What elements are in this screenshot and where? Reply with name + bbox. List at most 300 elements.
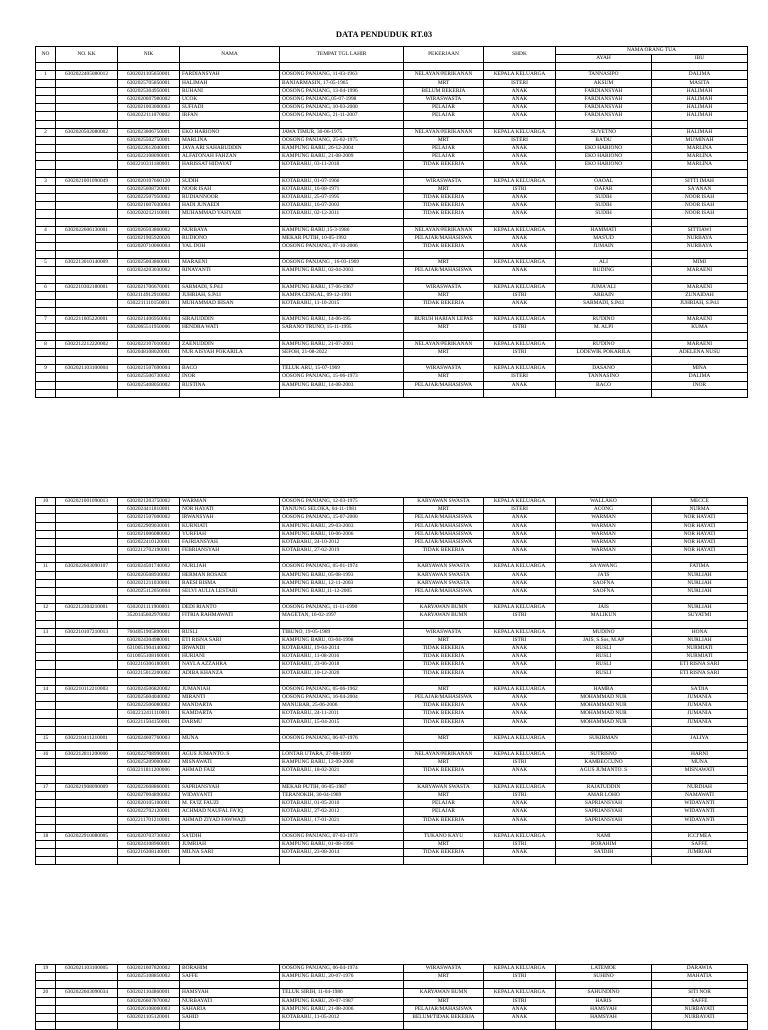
kk-number: [56, 1014, 118, 1022]
occupation: KARYAWAN SWASTA: [404, 571, 484, 579]
empty-cell: [180, 169, 280, 177]
kk-number: [56, 324, 118, 332]
empty-cell: [118, 218, 180, 226]
empty-cell: [484, 169, 556, 177]
table-row: [36, 661, 748, 669]
mother-name: JALIYA: [652, 734, 748, 742]
occupation: PELAJAR: [404, 104, 484, 112]
kk-number: 6302210411210001: [56, 734, 118, 742]
mother-name: NURMIATI: [652, 645, 748, 653]
row-number: [36, 506, 56, 514]
father-name: ACONG: [556, 506, 652, 514]
empty-cell: [484, 332, 556, 340]
empty-cell: [280, 357, 404, 365]
name: ETI RISNA SARI: [180, 636, 280, 644]
kk-number: [56, 514, 118, 522]
empty-cell: [56, 251, 118, 259]
birth-place-date: KOTABARU, 24-10-2012: [280, 539, 404, 547]
father-name: MUDINO: [556, 628, 652, 636]
family-relation: ANAK: [484, 661, 556, 669]
kk-number: [56, 79, 118, 87]
birth-place-date: OOSONG PANJANG, 11-03-1963: [280, 71, 404, 79]
nik: 6302022506080002: [118, 702, 180, 710]
father-name: HAMMATI: [556, 226, 652, 234]
empty-cell: [118, 1022, 180, 1030]
nik: 6302212702190001: [118, 547, 180, 555]
mother-name: NOR HAYATI: [652, 539, 748, 547]
kk-number: [56, 653, 118, 661]
empty-cell: [118, 824, 180, 832]
mother-name: SAFFE: [652, 997, 748, 1005]
nik: 6302025112050004: [118, 588, 180, 596]
table-row: [36, 514, 748, 522]
row-number: 7: [36, 316, 56, 324]
mother-name: NURDIAH: [652, 783, 748, 791]
empty-cell: [280, 743, 404, 751]
empty-cell: [652, 63, 748, 71]
nik: 6302021706670001: [118, 283, 180, 291]
kk-number: [56, 710, 118, 718]
family-relation: ISTRI: [484, 348, 556, 356]
empty-cell: [556, 620, 652, 628]
empty-cell: [652, 120, 748, 128]
empty-cell: [652, 743, 748, 751]
occupation: MRT: [404, 259, 484, 267]
empty-cell: [484, 63, 556, 71]
table-row: [36, 800, 748, 808]
row-number: 12: [36, 604, 56, 612]
occupation: NELAYAN/PERIKANAN: [404, 340, 484, 348]
name: HENDRA WATI: [180, 324, 280, 332]
birth-place-date: KOTABARU, 23-08-2014: [280, 849, 404, 857]
mother-name: NURBAYATI: [652, 1014, 748, 1022]
empty-cell: [36, 620, 56, 628]
birth-place-date: KAMPUNG BARU, 26-12-2004: [280, 145, 404, 153]
birth-place-date: TELUK ARU, 15-07-1969: [280, 365, 404, 373]
row-number: 11: [36, 563, 56, 571]
father-name: BACO: [556, 381, 652, 389]
father-name: AMAR LOHO: [556, 791, 652, 799]
family-relation: ANAK: [484, 588, 556, 596]
mother-name: JUMANIA: [652, 710, 748, 718]
nik: 6302020508930002: [118, 571, 180, 579]
empty-cell: [484, 555, 556, 563]
mother-name: JUHRIAH, S.Pd.I: [652, 300, 748, 308]
mother-name: INOR: [652, 381, 748, 389]
name: M. FA'IZ FAUZI: [180, 800, 280, 808]
occupation: TIDAK BEKERJA: [404, 718, 484, 726]
nik: 6302025608720001: [118, 185, 180, 193]
family-relation: ANAK: [484, 243, 556, 251]
name: ACHMAD NAUFAL FA'IQ: [180, 808, 280, 816]
row-number: [36, 767, 56, 775]
father-name: JUMA'ALI: [556, 283, 652, 291]
kk-number: [56, 612, 118, 620]
name: BORAHIM: [180, 965, 280, 973]
empty-cell: [556, 63, 652, 71]
nik: 6302021104860001: [118, 989, 180, 997]
empty-cell: [118, 332, 180, 340]
birth-place-date: TERANOKIH, 30-04-1989: [280, 791, 404, 799]
table-row: [36, 571, 748, 579]
mother-name: DALIMA: [652, 71, 748, 79]
kk-number: [56, 849, 118, 857]
nik: 6302022507950002: [118, 194, 180, 202]
occupation: WIRASWASTA: [404, 365, 484, 373]
table-row: [36, 96, 748, 104]
kk-number: [56, 112, 118, 120]
birth-place-date: OOSONG PANJANG, 12-03-1975: [280, 498, 404, 506]
occupation: MRT: [404, 373, 484, 381]
row-number: 1: [36, 71, 56, 79]
name: AGUS JUMANTO. S: [180, 751, 280, 759]
mother-name: HALIMAH: [652, 87, 748, 95]
father-name: MALIKUN: [556, 612, 652, 620]
mother-name: NURMA: [652, 506, 748, 514]
name: SAHARIA: [180, 1005, 280, 1013]
family-relation: ISTRI: [484, 324, 556, 332]
family-relation: ANAK: [484, 381, 556, 389]
kk-number: 6302022910080005: [56, 832, 118, 840]
family-relation: ANAK: [484, 571, 556, 579]
nik: 6310055108160001: [118, 653, 180, 661]
empty-cell: [56, 775, 118, 783]
empty-cell: [36, 169, 56, 177]
empty-cell: [652, 251, 748, 259]
table-row: [36, 685, 748, 693]
occupation: TIDAK BEKERJA: [404, 194, 484, 202]
father-name: WARMAN: [556, 547, 652, 555]
father-name: SUKIRMAN: [556, 734, 652, 742]
birth-place-date: KAMPUNG BARU, 14-06-195: [280, 316, 404, 324]
empty-cell: [556, 218, 652, 226]
kk-number: [56, 153, 118, 161]
header-shdk: SHDK: [484, 47, 556, 63]
population-table-3: [35, 964, 748, 1030]
occupation: KARYAWAN SWASTA: [404, 783, 484, 791]
row-number: 8: [36, 340, 56, 348]
empty-cell: [280, 596, 404, 604]
occupation: TIDAK BEKERJA: [404, 653, 484, 661]
name: AHMAD ZIYAD FAWWAZI: [180, 816, 280, 824]
empty-cell: [484, 308, 556, 316]
family-relation: ANAK: [484, 202, 556, 210]
family-relation: ANAK: [484, 702, 556, 710]
mother-name: MECCE: [652, 498, 748, 506]
empty-cell: [556, 981, 652, 989]
kk-number: [56, 161, 118, 169]
name: DARMU: [180, 718, 280, 726]
row-number: [36, 791, 56, 799]
empty-cell: [652, 332, 748, 340]
family-relation: ISTERI: [484, 373, 556, 381]
table-row: [36, 783, 748, 791]
empty-cell: [180, 218, 280, 226]
table-row: [36, 791, 748, 799]
empty-cell: [652, 389, 748, 397]
nik: 6302021105120001: [118, 1014, 180, 1022]
row-number: [36, 1005, 56, 1013]
empty-cell: [280, 775, 404, 783]
mother-name: SITTIAWI: [652, 226, 748, 234]
father-name: OAOAL: [556, 177, 652, 185]
mother-name: ETI RISNA SARI: [652, 669, 748, 677]
occupation: WIRASWASTA: [404, 96, 484, 104]
empty-cell: [484, 775, 556, 783]
empty-cell: [652, 677, 748, 685]
father-name: LODEWIK POKARILA: [556, 348, 652, 356]
occupation: MRT: [404, 759, 484, 767]
nik: 6302021105650001: [118, 71, 180, 79]
nik: 6302021006080002: [118, 530, 180, 538]
empty-cell: [652, 357, 748, 365]
table-row: [36, 340, 748, 348]
family-relation: ANAK: [484, 153, 556, 161]
father-name: RU'DINO: [556, 316, 652, 324]
occupation: MRT: [404, 636, 484, 644]
nik: 6302024304980001: [118, 636, 180, 644]
empty-cell: [180, 555, 280, 563]
kk-number: [56, 973, 118, 981]
empty-cell: [404, 275, 484, 283]
table-row: [36, 234, 748, 242]
mother-name: NOR HAYATI: [652, 547, 748, 555]
empty-cell: [652, 596, 748, 604]
empty-cell: [36, 555, 56, 563]
row-number: [36, 381, 56, 389]
empty-cell: [404, 251, 484, 259]
empty-cell: [36, 726, 56, 734]
row-number: [36, 522, 56, 530]
father-name: BA'DU: [556, 136, 652, 144]
nik: 6310051904140002: [118, 645, 180, 653]
family-relation: ISTRI: [484, 997, 556, 1005]
kk-number: [56, 96, 118, 104]
table-row: [36, 645, 748, 653]
empty-cell: [652, 275, 748, 283]
empty-cell: [118, 620, 180, 628]
nik: 3520145602970002: [118, 612, 180, 620]
birth-place-date: OOSONG PANJANG, 07-03-1973: [280, 832, 404, 840]
name: HERMAN ROSADI: [180, 571, 280, 579]
family-relation: ANAK: [484, 514, 556, 522]
father-name: SUDIH: [556, 202, 652, 210]
header-pekerjaan: PEKERJAAN: [404, 47, 484, 63]
family-relation: KEPALA KELUARGA: [484, 965, 556, 973]
table-row: [36, 588, 748, 596]
table-row: [36, 104, 748, 112]
row-number: [36, 514, 56, 522]
header-ibu: IBU: [652, 55, 748, 63]
family-relation: ANAK: [484, 522, 556, 530]
empty-cell: [652, 1022, 748, 1030]
mother-name: WIDAYANTI: [652, 816, 748, 824]
nik: 7604051905890001: [118, 628, 180, 636]
occupation: MRT: [404, 685, 484, 693]
kk-number: 6302212304210001: [56, 604, 118, 612]
mother-name: KUMA: [652, 324, 748, 332]
header-row: [36, 47, 748, 55]
empty-cell: [404, 726, 484, 734]
mother-name: FATIMA: [652, 563, 748, 571]
table-row: [36, 604, 748, 612]
table-row: [36, 840, 748, 848]
empty-cell: [652, 218, 748, 226]
kk-number: [56, 997, 118, 1005]
birth-place-date: OOSONG PANJANG, 15-07-2000: [280, 514, 404, 522]
birth-place-date: OOSONG PANJANG, 07-10-2006: [280, 243, 404, 251]
row-number: 17: [36, 783, 56, 791]
occupation: MRT: [404, 791, 484, 799]
table-row: [36, 145, 748, 153]
occupation: MRT: [404, 506, 484, 514]
name: JUMANIAH: [180, 685, 280, 693]
table-row: [36, 506, 748, 514]
kk-number: [56, 234, 118, 242]
family-relation: ANAK: [484, 808, 556, 816]
kk-number: [56, 104, 118, 112]
kk-number: [56, 373, 118, 381]
header-nik: NIK: [118, 47, 180, 63]
empty-cell: [556, 251, 652, 259]
table-row: [36, 177, 748, 185]
family-relation: KEPALA KELUARGA: [484, 259, 556, 267]
empty-cell: [180, 743, 280, 751]
table-row: [36, 734, 748, 742]
name: NAYLA AZZAHRA: [180, 661, 280, 669]
mother-name: MARLINA: [652, 153, 748, 161]
mother-name: SA'DIA: [652, 685, 748, 693]
kk-number: [56, 661, 118, 669]
kk-number: 6302020502080002: [56, 128, 118, 136]
nik: 6302020105100001: [118, 800, 180, 808]
father-name: FARDIANSYAH: [556, 96, 652, 104]
row-number: [36, 661, 56, 669]
family-relation: KEPALA KELUARGA: [484, 365, 556, 373]
table-row: [36, 965, 748, 973]
kk-number: 6302212811200006: [56, 751, 118, 759]
mother-name: MU'MINAH: [652, 136, 748, 144]
nik: 6302020703730002: [118, 832, 180, 840]
row-number: [36, 348, 56, 356]
empty-cell: [118, 389, 180, 397]
table-row: [36, 1005, 748, 1013]
header-no: NO: [36, 47, 56, 63]
kk-number: 6302022603090107: [56, 563, 118, 571]
name: ALFATONAH FAHZAN: [180, 153, 280, 161]
kk-number: [56, 530, 118, 538]
empty-cell: [56, 857, 118, 865]
occupation: PELAJAR/MAHASISWA: [404, 514, 484, 522]
mother-name: MASITA: [652, 79, 748, 87]
father-name: RUSLI: [556, 653, 652, 661]
row-number: [36, 202, 56, 210]
empty-cell: [118, 726, 180, 734]
mother-name: MARLINA: [652, 161, 748, 169]
nik: 6302020607980002: [118, 96, 180, 104]
birth-place-date: JAWA TIMUR, 30-06-1975: [280, 128, 404, 136]
father-name: MOHAMMAD NUR: [556, 718, 652, 726]
occupation: NELAYAN/PERIKANAN: [404, 128, 484, 136]
family-relation: KEPALA KELUARGA: [484, 283, 556, 291]
father-name: SUDIH: [556, 194, 652, 202]
table-row: [36, 973, 748, 981]
row-number: [36, 800, 56, 808]
empty-cell: [484, 824, 556, 832]
occupation: TIDAK BEKERJA: [404, 547, 484, 555]
nik: 6302021406950004: [118, 316, 180, 324]
father-name: HAMBA: [556, 685, 652, 693]
father-name: FARDIANSYAH: [556, 104, 652, 112]
nik: 6302025003860001: [118, 259, 180, 267]
name: RAESI BISMA: [180, 579, 280, 587]
occupation: MRT: [404, 973, 484, 981]
empty-cell: [118, 555, 180, 563]
father-name: KAMBECCUNO: [556, 759, 652, 767]
empty-cell: [280, 308, 404, 316]
birth-place-date: KOTABARU, 25-07-1995: [280, 194, 404, 202]
name: NOOR ISAH: [180, 185, 280, 193]
mother-name: NURBAYATI: [652, 1005, 748, 1013]
nik: 6302024607760003: [118, 734, 180, 742]
empty-cell: [118, 308, 180, 316]
name: SUDIH: [180, 177, 280, 185]
empty-cell: [56, 218, 118, 226]
birth-place-date: KAMPUNG BARU, 29-03-2003: [280, 522, 404, 530]
row-number: [36, 539, 56, 547]
row-number: [36, 588, 56, 596]
empty-cell: [652, 857, 748, 865]
family-relation: ANAK: [484, 267, 556, 275]
occupation: PELAJAR: [404, 800, 484, 808]
family-relation: ISTRI: [484, 291, 556, 299]
nik: 6302022608860001: [118, 783, 180, 791]
empty-cell: [484, 120, 556, 128]
nik: 6302022410120001: [118, 539, 180, 547]
nik: 6302022108090001: [118, 153, 180, 161]
empty-cell: [56, 620, 118, 628]
table-row: [36, 849, 748, 857]
family-relation: ISTRI: [484, 791, 556, 799]
father-name: WARMAN: [556, 514, 652, 522]
table-row: [36, 79, 748, 87]
empty-cell: [280, 677, 404, 685]
empty-cell: [404, 743, 484, 751]
row-number: [36, 112, 56, 120]
occupation: WIRASWASTA: [404, 283, 484, 291]
kk-number: [56, 759, 118, 767]
name: HADI JUNAEDI: [180, 202, 280, 210]
occupation: TIDAK BEKERJA: [404, 243, 484, 251]
row-number: [36, 636, 56, 644]
row-number: 19: [36, 965, 56, 973]
empty-cell: [280, 824, 404, 832]
table-row: [36, 539, 748, 547]
row-number: [36, 612, 56, 620]
name: HURIANI: [180, 653, 280, 661]
nik: 6302215012200002: [118, 669, 180, 677]
empty-cell: [180, 389, 280, 397]
empty-cell: [652, 620, 748, 628]
empty-cell: [118, 169, 180, 177]
kk-number: [56, 300, 118, 308]
empty-cell: [484, 251, 556, 259]
row-number: [36, 185, 56, 193]
father-name: SARMADI, S.Pd.I: [556, 300, 652, 308]
nik: 6302021003000003: [118, 104, 180, 112]
empty-cell: [404, 775, 484, 783]
father-name: MOHAMMAD NUR: [556, 694, 652, 702]
